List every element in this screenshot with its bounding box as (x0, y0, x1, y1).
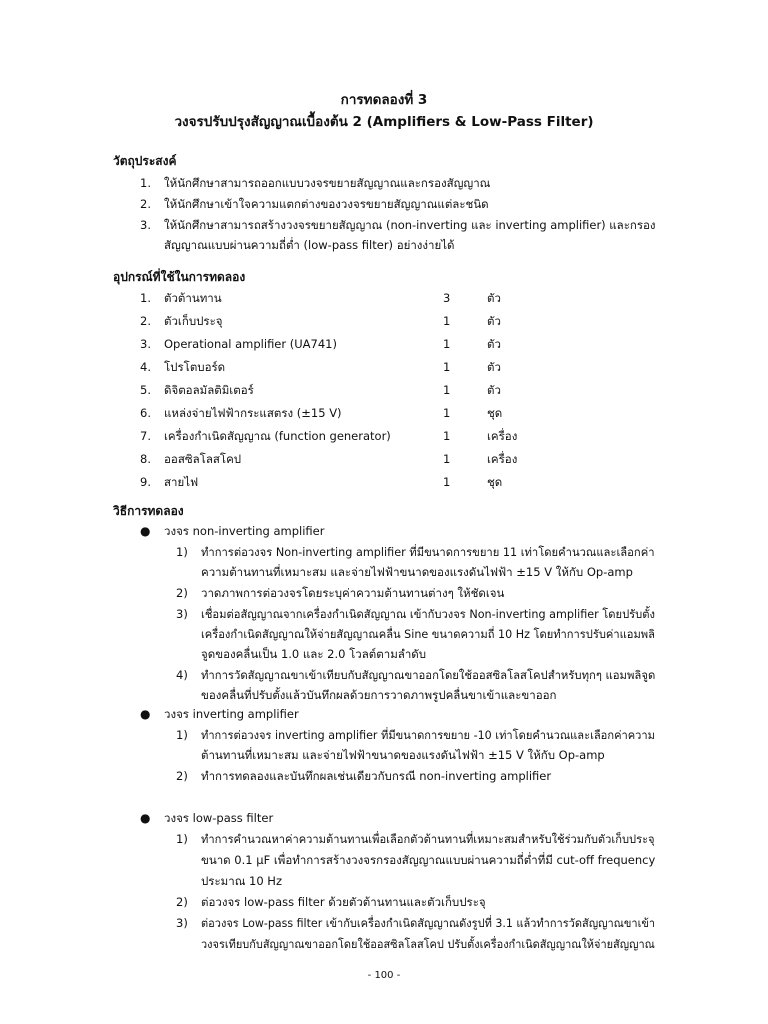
objectives-heading: วัตถุประสงค์ (113, 154, 177, 168)
step-number: 2) (176, 586, 188, 600)
step-text: ทำการต่อวงจร inverting amplifier ที่มีขนาดการขยาย -10 เท่าโดยคำนวณและเลือกค่าความ (201, 728, 655, 742)
step-number: 1) (176, 545, 188, 559)
equipment-name: ดิจิตอลมัลติมิเตอร์ (164, 383, 254, 397)
objective-text: ให้นักศึกษาสามารถออกแบบวงจรขยายสัญญาณและกรองสัญญาณ (164, 176, 491, 190)
step-text: ทำการทดลองและบันทึกผลเช่นเดียวกับกรณี non-inverting amplifier (201, 769, 552, 783)
equipment-quantity: 1 (443, 314, 451, 328)
step-number: 3) (176, 916, 188, 930)
equipment-heading: อุปกรณ์ที่ใช้ในการทดลอง (113, 270, 246, 284)
equipment-quantity: 1 (443, 406, 451, 420)
step-text: ความต้านทานที่เหมาะสม และจ่ายไฟฟ้าขนาดของแรงดันไฟฟ้า ±15 V ให้กับ Op-amp (201, 565, 633, 579)
step-text: ต้านทานที่เหมาะสม และจ่ายไฟฟ้าขนาดของแรงดันไฟฟ้า ±15 V ให้กับ Op-amp (201, 748, 605, 762)
step-text: เครื่องกำเนิดสัญญาณให้จ่ายสัญญาณคลื่น Sine ขนาดความถี่ 10 Hz โดยทำการปรับค่าแอมพลิ (201, 627, 655, 641)
bullet-icon: ● (140, 707, 151, 721)
equipment-name: ตัวต้านทาน (164, 291, 222, 305)
objective-number: 2. (140, 197, 151, 211)
experiment-title: วงจรปรับปรุงสัญญาณเบื้องต้น 2 (Amplifiers & Low-Pass Filter) (174, 114, 594, 130)
objective-text: ให้นักศึกษาเข้าใจความแตกต่างของวงจรขยายสัญญาณแต่ละชนิด (164, 197, 489, 211)
equipment-name: เครื่องกำเนิดสัญญาณ (function generator) (164, 429, 391, 443)
equipment-number: 8. (140, 452, 151, 466)
equipment-name: สายไฟ (164, 475, 199, 489)
equipment-number: 7. (140, 429, 151, 443)
equipment-name: ตัวเก็บประจุ (164, 314, 223, 328)
experiment-number-title: การทดลองที่ 3 (340, 92, 428, 108)
equipment-unit: ตัว (487, 314, 501, 328)
step-text: ทำการต่อวงจร Non-inverting amplifier ที่มีขนาดการขยาย 11 เท่าโดยคำนวณและเลือกค่า (201, 545, 655, 559)
equipment-quantity: 3 (443, 291, 451, 305)
equipment-quantity: 1 (443, 475, 451, 489)
bullet-icon: ● (140, 524, 151, 538)
step-text: ทำการคำนวณหาค่าความต้านทานเพื่อเลือกตัวต้านทานที่เหมาะสมสำหรับใช้ร่วมกับตัวเก็บประจุ (201, 832, 655, 846)
equipment-unit: ตัว (487, 291, 501, 305)
objective-text: ให้นักศึกษาสามารถสร้างวงจรขยายสัญญาณ (non-inverting และ inverting amplifier) และกรอง (164, 218, 656, 232)
equipment-quantity: 1 (443, 429, 451, 443)
bullet-icon: ● (140, 811, 151, 825)
step-number: 2) (176, 895, 188, 909)
equipment-quantity: 1 (443, 452, 451, 466)
step-text: ของคลื่นที่ปรับตั้งแล้วบันทึกผลด้วยการวาดภาพรูปคลื่นขาเข้าและขาออก (201, 688, 557, 702)
step-text: ต่อวงจร Low-pass filter เข้ากับเครื่องกำเนิดสัญญาณดังรูปที่ 3.1 แล้วทำการวัดสัญญาณขาเข้า (201, 916, 656, 930)
step-text: ขนาด 0.1 µF เพื่อทำการสร้างวงจรกรองสัญญาณแบบผ่านความถี่ต่ำที่มี cut-off frequency (201, 853, 656, 867)
step-text: จูดของคลื่นเป็น 1.0 และ 2.0 โวลต์ตามลำดับ (201, 647, 427, 661)
equipment-name: โปรโตบอร์ด (164, 360, 226, 374)
equipment-name: Operational amplifier (UA741) (164, 337, 337, 351)
step-number: 4) (176, 668, 188, 682)
equipment-number: 5. (140, 383, 151, 397)
equipment-name: ออสซิลโลสโคป (164, 452, 242, 466)
section-title: วงจร non-inverting amplifier (164, 524, 325, 538)
equipment-unit: ตัว (487, 383, 501, 397)
section-title: วงจร inverting amplifier (164, 707, 299, 721)
equipment-unit: ตัว (487, 360, 501, 374)
step-text: ประมาณ 10 Hz (201, 874, 282, 888)
equipment-quantity: 1 (443, 383, 451, 397)
step-number: 2) (176, 769, 188, 783)
objective-number: 3. (140, 218, 151, 232)
equipment-number: 4. (140, 360, 151, 374)
step-number: 1) (176, 832, 188, 846)
procedure-heading: วิธีการทดลอง (113, 504, 184, 518)
equipment-unit: ตัว (487, 337, 501, 351)
equipment-number: 9. (140, 475, 151, 489)
step-text: วงจรเทียบกับสัญญาณขาออกโดยใช้ออสซิลโลสโคป ปรับตั้งเครื่องกำเนิดสัญญาณให้จ่ายสัญญาณ (201, 937, 655, 951)
equipment-unit: ชุด (487, 406, 503, 420)
equipment-quantity: 1 (443, 337, 451, 351)
section-title: วงจร low-pass filter (164, 811, 274, 825)
equipment-unit: เครื่อง (487, 452, 518, 466)
step-number: 1) (176, 728, 188, 742)
equipment-unit: ชุด (487, 475, 503, 489)
equipment-quantity: 1 (443, 360, 451, 374)
step-text: ต่อวงจร low-pass filter ด้วยตัวต้านทานและตัวเก็บประจุ (201, 895, 486, 909)
equipment-number: 6. (140, 406, 151, 420)
step-text: เชื่อมต่อสัญญาณจากเครื่องกำเนิดสัญญาณ เข้ากับวงจร Non-inverting amplifier โดยปรับตั้ง (201, 607, 655, 621)
objective-text: สัญญาณแบบผ่านความถี่ต่ำ (low-pass filter) อย่างง่ายได้ (164, 238, 455, 252)
equipment-number: 2. (140, 314, 151, 328)
equipment-number: 3. (140, 337, 151, 351)
step-text: วาดภาพการต่อวงจรโดยระบุค่าความต้านทานต่างๆ ให้ชัดเจน (201, 586, 505, 600)
equipment-unit: เครื่อง (487, 429, 518, 443)
step-number: 3) (176, 607, 188, 621)
page-number: - 100 - (367, 970, 401, 981)
objective-number: 1. (140, 176, 151, 190)
equipment-number: 1. (140, 291, 151, 305)
equipment-name: แหล่งจ่ายไฟฟ้ากระแสตรง (±15 V) (164, 406, 342, 420)
step-text: ทำการวัดสัญญาณขาเข้าเทียบกับสัญญาณขาออกโดยใช้ออสซิลโลสโคปสำหรับทุกๆ แอมพลิจูด (201, 668, 656, 682)
